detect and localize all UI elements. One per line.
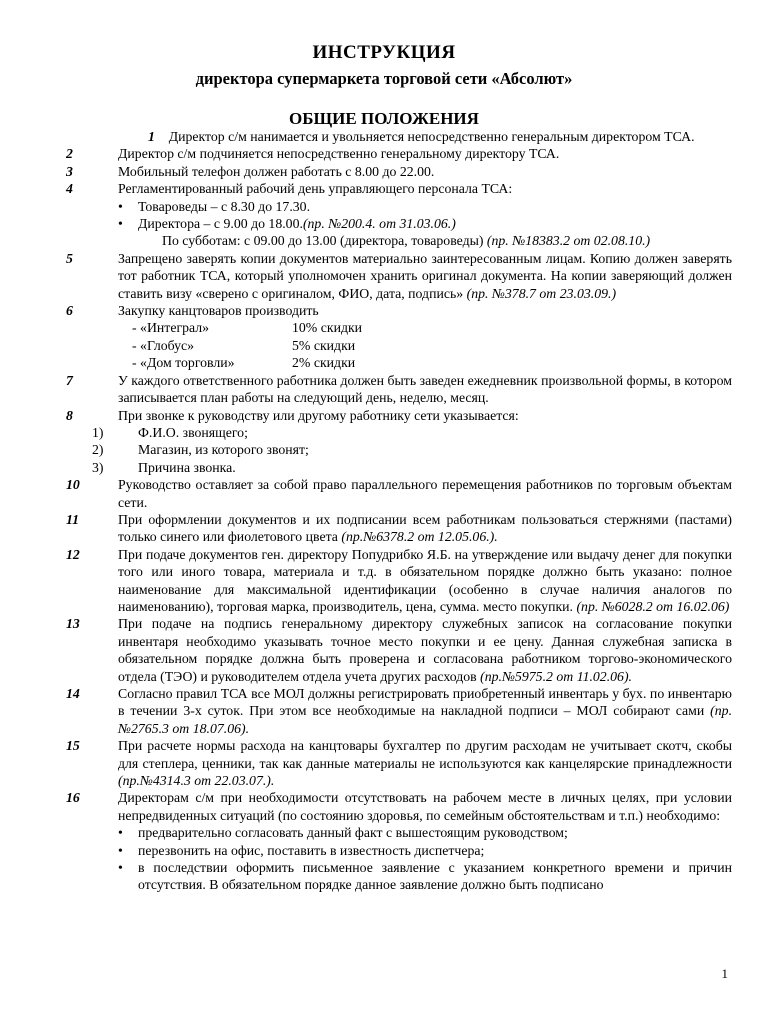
bullet-item [92, 215, 732, 232]
item-number: 1 [148, 129, 155, 144]
item-number: 10 [66, 477, 80, 493]
item-text: в последствии оформить письменное заявление с указанием конкретного времени и причин отсутствия. В обязательном порядке данное заявление должно быть подписано [138, 860, 732, 893]
item-text: При звонке к руководству или другому работнику сети указывается: [118, 407, 519, 423]
bullet-icon: • [118, 842, 123, 858]
item-number: 13 [66, 616, 80, 632]
list-item [66, 250, 732, 302]
subitem-number: 3) [92, 459, 104, 475]
list-item [66, 407, 732, 424]
list-item [66, 737, 732, 789]
list-item [66, 163, 732, 180]
list-item [66, 685, 732, 737]
numbered-subitem [92, 441, 732, 458]
order-reference: (пр. №378.7 от 23.03.09.) [466, 285, 617, 301]
item-number: 7 [66, 372, 73, 388]
list-item [66, 546, 732, 616]
bullet-item [92, 859, 732, 894]
list-item [66, 180, 732, 197]
item-text: предварительно согласовать данный факт с вышестоящим руководством; [138, 825, 568, 841]
item-number: 16 [66, 790, 80, 806]
supplier-name: - «Дом торговли» [132, 355, 235, 371]
list-item [92, 128, 732, 145]
list-item [66, 372, 732, 407]
item-number: 6 [66, 303, 73, 319]
item-number: 14 [66, 686, 80, 701]
list-item [66, 789, 732, 824]
item-number: 15 [66, 738, 80, 754]
supplier-row [92, 319, 732, 336]
item-text: Мобильный телефон должен работать с 8.00 до 22.00. [118, 163, 435, 179]
order-reference: (пр. №6028.2 от 16.02.06) [576, 598, 730, 614]
item-text: перезвонить на офис, поставить в известность диспетчера; [138, 842, 485, 858]
item-text: Магазин, из которого звонят; [138, 442, 309, 458]
item-text: При расчете нормы расхода на канцтовары бухгалтер по другим расходам не учитывает скотч, скобы для степлера, ценники, так как данные материалы не используются как канцелярские принадлежности [118, 738, 732, 771]
item-text: Причина звонка. [138, 459, 236, 475]
item-text: По субботам: с 09.00 до 13.00 (директора, товароведы) [162, 233, 484, 249]
supplier-name: - «Интеграл» [132, 320, 210, 336]
item-number: 2 [66, 146, 73, 162]
supplier-discount: 10% скидки [292, 320, 363, 336]
bullet-item [92, 842, 732, 859]
list-item [66, 476, 732, 511]
item-number: 3 [66, 163, 73, 179]
list-item [66, 511, 732, 546]
document-subtitle: директора супермаркета торговой сети «Абсолют» [195, 69, 573, 88]
numbered-subitem [92, 459, 732, 476]
list-item [66, 615, 732, 685]
bullet-icon: • [118, 198, 123, 214]
bullet-item [92, 824, 732, 841]
item-text: Запрещено заверять копии документов материально заинтересованным лицам. Копию должен заверять тот работник ТСА, который уполномочен хранить оригинал документа. На копии заверяющий должен ставить визу «сверено с оригиналом, ФИО, дата, подпись» [118, 250, 732, 301]
section-heading: ОБЩИЕ ПОЛОЖЕНИЯ [289, 109, 479, 128]
order-reference: (пр.№4314.3 от 22.03.07.). [118, 773, 275, 789]
list-item [66, 145, 732, 162]
item-text: Ф.И.О. звонящего; [138, 424, 248, 440]
order-reference: (пр.№6378.2 от 12.05.06.). [341, 529, 498, 545]
subitem-number: 2) [92, 442, 104, 458]
bullet-icon: • [118, 825, 123, 841]
item-number: 11 [66, 511, 80, 527]
item-text: Директор с/м нанимается и увольняется непосредственно генеральным директором ТСА. [168, 129, 695, 144]
item-text: Директора – с 9.00 до 18.00. [138, 216, 303, 232]
order-reference: (пр.№2765.3 от 18.07.06). [118, 703, 733, 736]
item-number: 5 [66, 250, 73, 266]
item-text: При подаче документов ген. директору Попудрибко Я.Б. на утверждение или выдачу денег для покупки того или иного товара, материала и т.д. в обязательном порядке должно быть указано: полное наименование для максимальной идентификации (особенно в случае наличия аналогов по наименованию), торговая марка, производитель, цена, сумма. место покупки. [118, 546, 732, 614]
item-number: 8 [66, 407, 73, 423]
list-item [66, 302, 732, 319]
item-text: У каждого ответственного работника должен быть заведен ежедневник произвольной формы, в котором записывается план работы на следующий день, неделю, месяц. [118, 372, 732, 406]
item-text: При оформлении документов и их подписании всем работникам пользоваться стержнями (пастами) только синего или фиолетового цвета [118, 511, 732, 545]
page-number: 1 [721, 966, 728, 981]
order-reference: (пр. №200.4. от 31.03.06.) [302, 216, 456, 232]
item-text: Регламентированный рабочий день управляющего персонала ТСА: [118, 181, 513, 197]
order-reference: (пр.№5975.2 от 11.02.06). [480, 668, 633, 684]
instruction-body [66, 128, 733, 894]
item-text: Руководство оставляет за собой право параллельного перемещения работников по торговым объектам сети. [118, 477, 732, 510]
supplier-row [92, 337, 732, 354]
saturday-hours [92, 232, 732, 249]
order-reference: (пр. №18383.2 от 02.08.10.) [486, 233, 651, 249]
supplier-name: - «Глобус» [132, 337, 195, 353]
item-text: Закупку канцтоваров производить [118, 303, 319, 319]
supplier-row [92, 354, 732, 371]
document-title: ИНСТРУКЦИЯ [312, 42, 456, 63]
item-number: 12 [66, 546, 80, 562]
bullet-icon: • [118, 860, 123, 876]
item-text: Директор с/м подчиняется непосредственно генеральному директору ТСА. [118, 146, 560, 162]
item-text: Товароведы – с 8.30 до 17.30. [138, 198, 311, 214]
item-text: При подаче на подпись генеральному директору служебных записок на согласование покупки инвентаря необходимо указывать точное место покупки и ее цену. Данная служебная записка в обязательном порядке должна быть проверена и согласована работником торгово-экономического отдела (ТЭО) и руководителем отдела учета других расходов [118, 616, 732, 684]
item-text: Директорам с/м при необходимости отсутствовать на рабочем месте в личных целях, при условии непредвиденных ситуаций (по состоянию здоровья, по семейным обстоятельствам и т.п.) необходимо: [118, 790, 732, 823]
supplier-discount: 2% скидки [292, 355, 356, 371]
bullet-icon: • [118, 216, 123, 232]
subitem-number: 1) [92, 424, 104, 440]
bullet-item [92, 198, 732, 215]
item-text: Согласно правил ТСА все МОЛ должны регистрировать приобретенный инвентарь у бух. по инвентарю в течении 3-х суток. При этом все необходимые на накладной подписи – МОЛ собирают сами [118, 686, 732, 719]
item-number: 4 [66, 181, 73, 197]
supplier-discount: 5% скидки [292, 337, 356, 353]
numbered-subitem [92, 424, 732, 441]
